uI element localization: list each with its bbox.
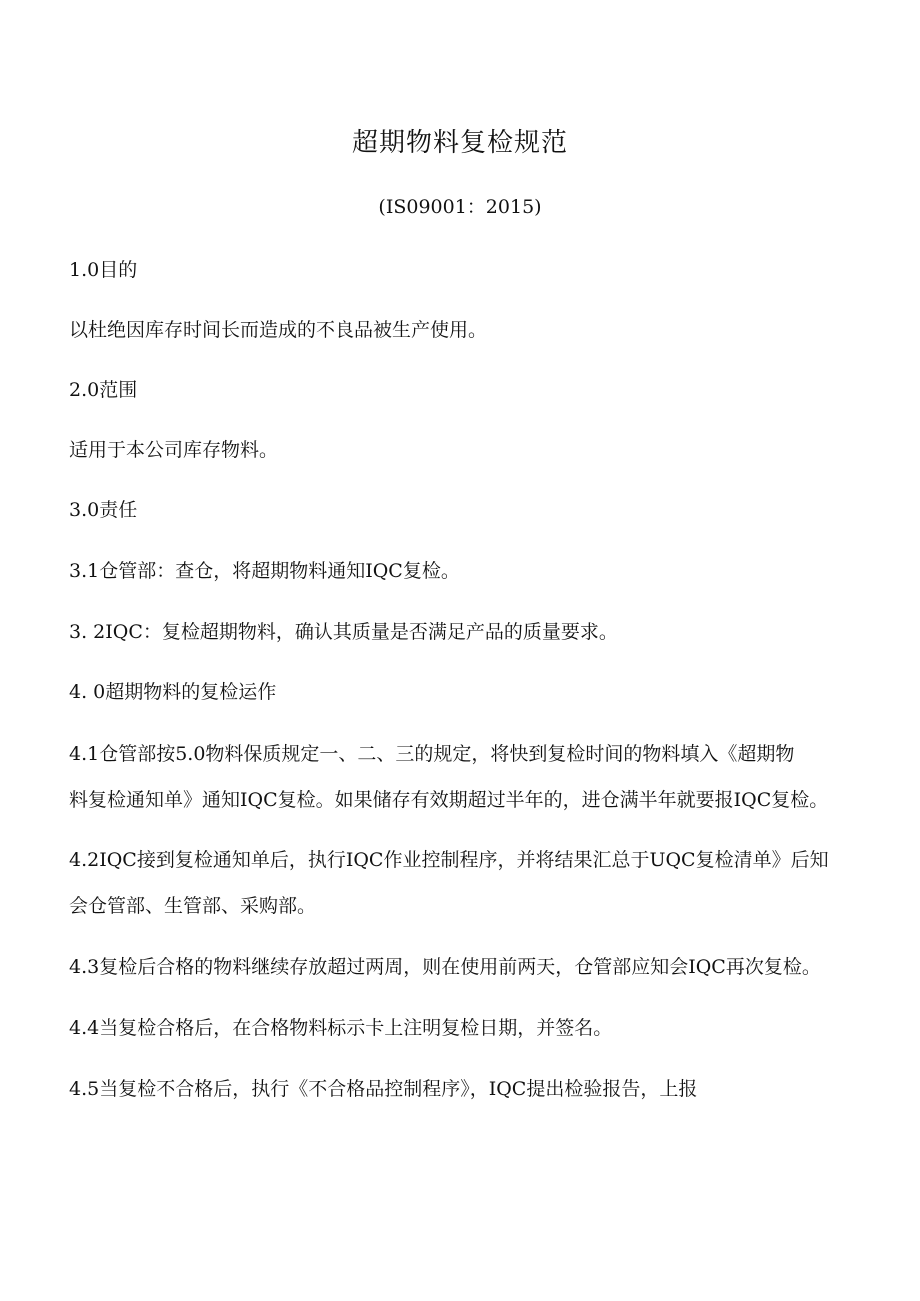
document-title: 超期物料复检规范 [351, 128, 568, 158]
responsibility-item-3-1: 3.1仓管部：查仓，将超期物料通知IQC复检。 [69, 560, 460, 582]
operation-item-4-3: 4.3复检后合格的物料继续存放超过两周，则在使用前两天，仓管部应知会IQC再次复检。 [69, 956, 821, 978]
operation-item-4-4: 4.4当复检合格后，在合格物料标示卡上注明复检日期，并签名。 [69, 1017, 613, 1039]
document-subtitle: (IS09001：2015) [378, 196, 542, 218]
operation-item-4-2-line2: 会仓管部、生管部、采购部。 [69, 895, 317, 917]
operation-item-4-1-line1: 4.1仓管部按5.0物料保质规定一、二、三的规定，将快到复检时间的物料填入《超期物 [69, 743, 795, 765]
operation-item-4-2-line1: 4.2IQC接到复检通知单后，执行IQC作业控制程序，并将结果汇总于UQC复检清单》后知 [69, 849, 829, 871]
responsibility-item-3-2: 3. 2IQC：复检超期物料，确认其质量是否满足产品的质量要求。 [69, 621, 618, 643]
operation-item-4-1-line2: 料复检通知单》通知IQC复检。如果储存有效期超过半年的，进仓满半年就要报IQC复检。 [69, 789, 829, 811]
section-scope-text: 适用于本公司库存物料。 [69, 439, 279, 461]
section-responsibility-heading: 3.0责任 [69, 499, 138, 521]
section-purpose-heading: 1.0目的 [69, 259, 138, 281]
operation-item-4-5: 4.5当复检不合格后，执行《不合格品控制程序》，IQC提出检验报告，上报 [69, 1078, 698, 1100]
section-operation-heading: 4. 0超期物料的复检运作 [69, 681, 277, 703]
section-purpose-text: 以杜绝因库存时间长而造成的不良品被生产使用。 [69, 319, 488, 341]
section-scope-heading: 2.0范围 [69, 379, 138, 401]
